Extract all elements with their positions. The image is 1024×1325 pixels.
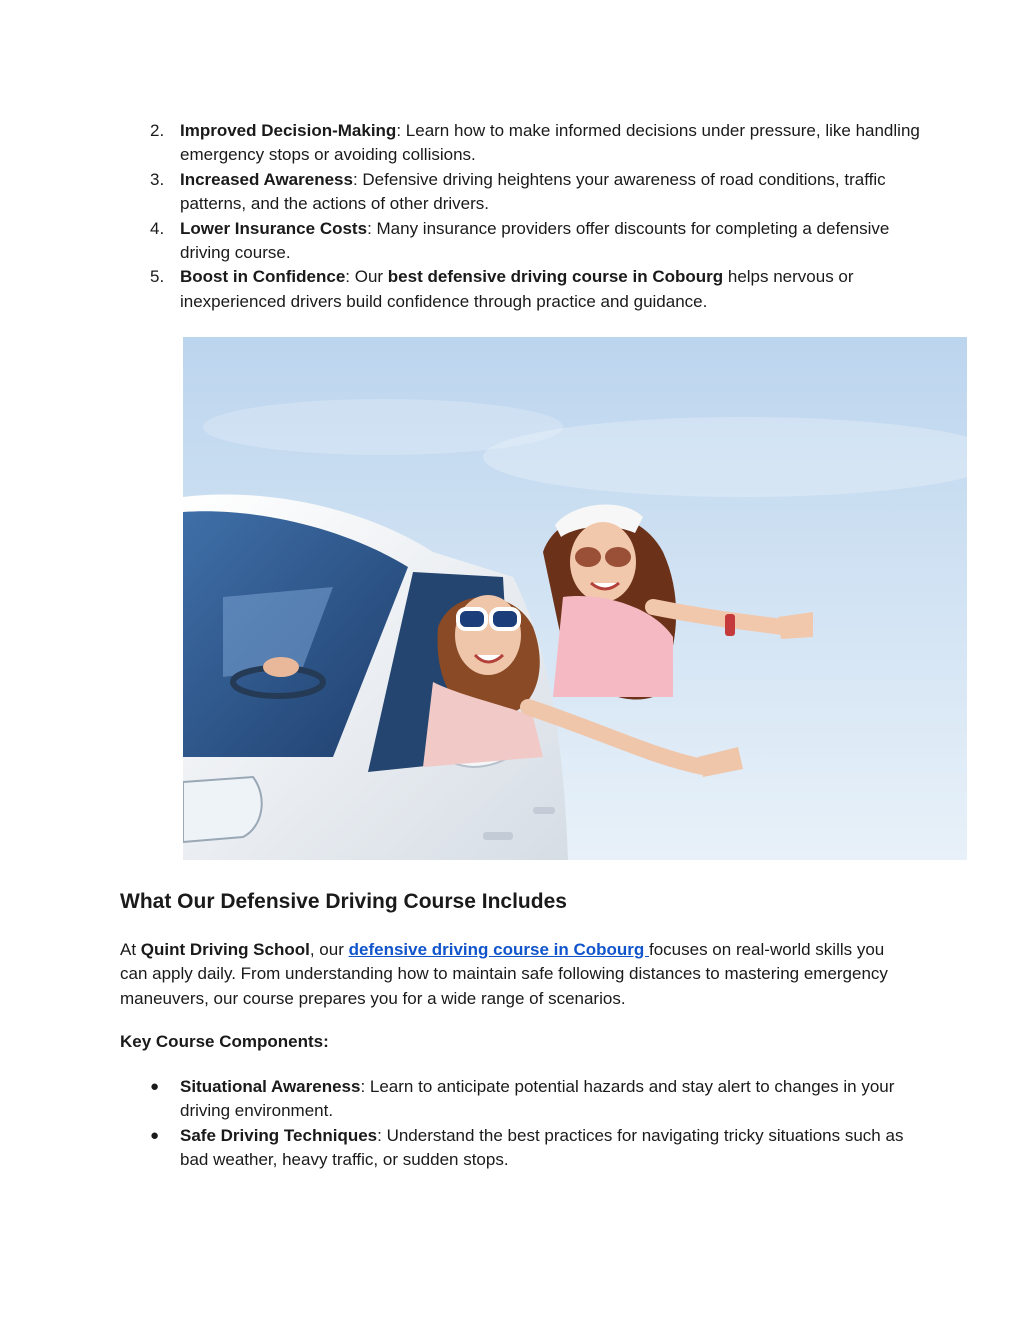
section-title: What Our Defensive Driving Course Includes <box>120 890 567 913</box>
list-number: 5. <box>150 267 165 287</box>
list-item: 5. Boost in Confidence: Our best defensive driving course in Cobourg helps nervous or inexperienced drivers build confidence through practice and guidance. <box>150 267 854 311</box>
bullet-glyph: ● <box>150 1078 160 1095</box>
list-item-bold-phrase: best defensive driving course in Cobourg <box>387 267 724 287</box>
intro-paragraph: At Quint Driving School, our defensive driving course in Cobourg focuses on real-world skills you can apply daily. From understanding how to maintain safe following distances to mastering emergency maneuvers, our course prepares you for a wide range of scenarios. <box>120 940 888 1008</box>
list-item-title: Lower Insurance Costs <box>180 218 368 238</box>
benefits-numbered-list <box>120 119 920 314</box>
list-item: 3. Increased Awareness: Defensive driving heightens your awareness of road conditions, traffic patterns, and the actions of other drivers. <box>150 169 886 214</box>
list-item <box>120 1075 920 1124</box>
list-item-title: Situational Awareness <box>180 1077 361 1096</box>
components-bullet-list <box>120 1075 920 1173</box>
list-item-text: Learn how to make informed decisions under pressure, like handling emergency stops or avoiding collisions. <box>180 121 920 165</box>
list-item-title: Boost in Confidence <box>180 267 346 287</box>
list-item-text: Many insurance providers offer discounts for completing a defensive driving course. <box>180 218 890 263</box>
list-item-text: : Understand the best practices for navigating tricky situations such as bad weather, heavy traffic, or sudden stops. <box>180 1125 904 1170</box>
list-item-title: Improved Decision-Making <box>180 121 397 140</box>
list-item-title: Increased Awareness <box>180 169 353 189</box>
list-number: 4. <box>150 218 165 238</box>
car-photo <box>183 337 967 860</box>
list-number: 2. <box>150 121 165 140</box>
course-link[interactable]: defensive driving course in Cobourg <box>348 940 649 959</box>
key-components-heading: Key Course Components: <box>120 1032 329 1051</box>
list-item-text: Defensive driving heightens your awareness of road conditions, traffic patterns, and the actions of other drivers. <box>180 169 886 214</box>
headlight <box>183 777 262 842</box>
bullet-glyph: ● <box>150 1126 160 1144</box>
school-name: Quint Driving School <box>140 940 310 959</box>
list-item <box>120 1124 920 1173</box>
list-item-title: Safe Driving Techniques <box>180 1125 378 1145</box>
list-item-text: : Learn to anticipate potential hazards and stay alert to changes in your driving environment. <box>180 1077 895 1121</box>
list-item: 4. Lower Insurance Costs: Many insurance providers offer discounts for completing a defensive driving course. <box>150 218 890 263</box>
list-item-text: helps nervous or inexperienced drivers build confidence through practice and guidance. <box>180 267 854 311</box>
car-photo-illustration <box>183 337 967 860</box>
list-item: 2. Improved Decision-Making: Learn how to make informed decisions under pressure, like handling emergency stops or avoiding collisions. <box>150 121 920 165</box>
list-number: 3. <box>150 169 165 189</box>
